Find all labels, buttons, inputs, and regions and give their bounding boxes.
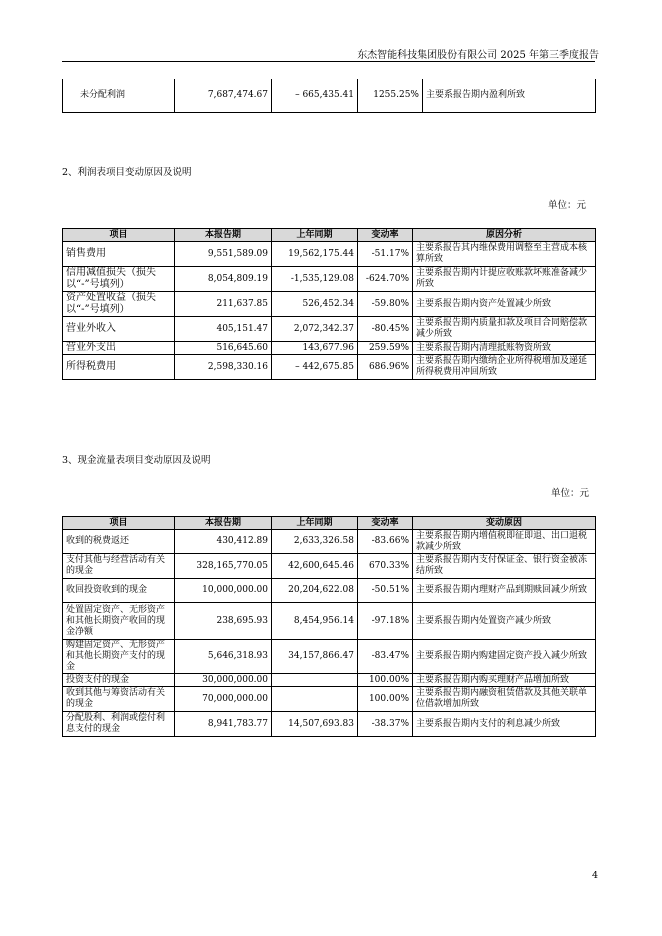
item-cell: 支付其他与经营活动有关的现金 bbox=[63, 554, 175, 579]
prior-period-cell bbox=[272, 687, 358, 712]
change-rate-cell: 259.59% bbox=[358, 342, 413, 355]
income-section-title: 2、利润表项目变动原因及说明 bbox=[62, 167, 192, 178]
item-cell: 未分配利润 bbox=[63, 79, 175, 113]
item-cell: 购建固定资产、无形资产和其他长期资产支付的现金 bbox=[63, 640, 175, 674]
prior-period-cell: 143,677.96 bbox=[272, 342, 358, 355]
cashflow-section-title: 3、现金流量表项目变动原因及说明 bbox=[62, 455, 211, 466]
col-header-change: 变动率 bbox=[358, 517, 413, 530]
table-header-row bbox=[63, 517, 596, 530]
item-cell: 资产处置收益（损失以“-”号填列） bbox=[63, 292, 175, 317]
prior-period-cell: – 665,435.41 bbox=[272, 79, 358, 113]
table-row bbox=[63, 554, 596, 579]
col-header-prior: 上年同期 bbox=[272, 517, 358, 530]
col-header-prior: 上年同期 bbox=[272, 229, 358, 242]
item-cell: 投资支付的现金 bbox=[63, 674, 175, 687]
prior-period-cell: 2,072,342.37 bbox=[272, 317, 358, 342]
col-header-current: 本报告期 bbox=[175, 229, 272, 242]
table-row bbox=[63, 530, 596, 554]
prior-period-cell: 34,157,866.47 bbox=[272, 640, 358, 674]
col-header-reason: 原因分析 bbox=[413, 229, 596, 242]
reason-cell: 主要系报告期内缴纳企业所得税增加及递延所得税费用冲回所致 bbox=[413, 355, 596, 380]
col-header-item: 项目 bbox=[63, 229, 175, 242]
change-rate-cell: 100.00% bbox=[358, 687, 413, 712]
item-cell: 收到的税费返还 bbox=[63, 530, 175, 554]
current-period-cell: 516,645.60 bbox=[175, 342, 272, 355]
prior-period-cell: 526,452.34 bbox=[272, 292, 358, 317]
current-period-cell: 238,695.93 bbox=[175, 603, 272, 640]
prior-period-cell: 20,204,622.08 bbox=[272, 579, 358, 603]
page-number: 4 bbox=[591, 870, 598, 881]
income-statement-table bbox=[62, 228, 596, 380]
table-row bbox=[63, 317, 596, 342]
item-cell: 分配股利、利润或偿付利息支付的现金 bbox=[63, 712, 175, 737]
cashflow-unit-label: 单位：元 bbox=[550, 488, 589, 499]
table-row bbox=[63, 242, 596, 267]
current-period-cell: 211,637.85 bbox=[175, 292, 272, 317]
item-cell: 处置固定资产、无形资产和其他长期资产收回的现金净额 bbox=[63, 603, 175, 640]
current-period-cell: 2,598,330.16 bbox=[175, 355, 272, 380]
reason-cell: 主要系报告期内资产处置减少所致 bbox=[413, 292, 596, 317]
table-header-row bbox=[63, 229, 596, 242]
change-rate-cell: -59.80% bbox=[358, 292, 413, 317]
reason-cell: 主要系报告期内盈利所致 bbox=[423, 79, 596, 113]
prior-period-cell: 42,600,645.46 bbox=[272, 554, 358, 579]
col-header-change: 变动率 bbox=[358, 229, 413, 242]
current-period-cell: 10,000,000.00 bbox=[175, 579, 272, 603]
table-row bbox=[63, 640, 596, 674]
current-period-cell: 7,687,474.67 bbox=[175, 79, 272, 113]
reason-cell: 主要系报告期内处置资产减少所致 bbox=[413, 603, 596, 640]
current-period-cell: 405,151.47 bbox=[175, 317, 272, 342]
change-rate-cell: 670.33% bbox=[358, 554, 413, 579]
reason-cell: 主要系报告期内计提应收账款坏账准备减少所致 bbox=[413, 267, 596, 292]
current-period-cell: 8,054,809.19 bbox=[175, 267, 272, 292]
change-rate-cell: -83.66% bbox=[358, 530, 413, 554]
change-rate-cell: -38.37% bbox=[358, 712, 413, 737]
change-rate-cell: 100.00% bbox=[358, 674, 413, 687]
change-rate-cell: -624.70% bbox=[358, 267, 413, 292]
reason-cell: 主要系报告期内支付的利息减少所致 bbox=[413, 712, 596, 737]
reason-cell: 主要系报告期内支付保证金、银行资金被冻结所致 bbox=[413, 554, 596, 579]
item-cell: 营业外支出 bbox=[63, 342, 175, 355]
col-header-current: 本报告期 bbox=[175, 517, 272, 530]
item-cell: 销售费用 bbox=[63, 242, 175, 267]
reason-cell: 主要系报告期内增值税即征即退、出口退税款减少所致 bbox=[413, 530, 596, 554]
income-unit-label: 单位：元 bbox=[547, 200, 586, 211]
change-rate-cell: -97.18% bbox=[358, 603, 413, 640]
prior-period-cell: 19,562,175.44 bbox=[272, 242, 358, 267]
prior-period-cell bbox=[272, 674, 358, 687]
current-period-cell: 9,551,589.09 bbox=[175, 242, 272, 267]
change-rate-cell: -83.47% bbox=[358, 640, 413, 674]
current-period-cell: 430,412.89 bbox=[175, 530, 272, 554]
prior-period-cell: 8,454,956.14 bbox=[272, 603, 358, 640]
current-period-cell: 30,000,000.00 bbox=[175, 674, 272, 687]
prior-period-cell: – 442,675.85 bbox=[272, 355, 358, 380]
item-cell: 所得税费用 bbox=[63, 355, 175, 380]
table-row bbox=[63, 292, 596, 317]
cashflow-statement-table bbox=[62, 516, 596, 737]
change-rate-cell: -50.51% bbox=[358, 579, 413, 603]
change-rate-cell: 686.96% bbox=[358, 355, 413, 380]
prior-period-cell: 2,633,326.58 bbox=[272, 530, 358, 554]
table-row bbox=[63, 342, 596, 355]
prior-period-cell: -1,535,129.08 bbox=[272, 267, 358, 292]
col-header-reason: 变动原因 bbox=[413, 517, 596, 530]
table-row bbox=[63, 687, 596, 712]
reason-cell: 主要系报告期内理财产品到期赎回减少所致 bbox=[413, 579, 596, 603]
reason-cell: 主要系报告其内维保费用调整至主营成本核算所致 bbox=[413, 242, 596, 267]
item-cell: 收回投资收到的现金 bbox=[63, 579, 175, 603]
item-cell: 营业外收入 bbox=[63, 317, 175, 342]
balance-sheet-continuation-table bbox=[62, 79, 596, 113]
current-period-cell: 5,646,318.93 bbox=[175, 640, 272, 674]
table-row bbox=[63, 603, 596, 640]
table-row bbox=[63, 79, 596, 113]
table-row bbox=[63, 267, 596, 292]
reason-cell: 主要系报告期内融资租赁借款及其他关联单位借款增加所致 bbox=[413, 687, 596, 712]
reason-cell: 主要系报告期内购买理财产品增加所致 bbox=[413, 674, 596, 687]
change-rate-cell: -80.45% bbox=[358, 317, 413, 342]
table-row bbox=[63, 712, 596, 737]
change-rate-cell: 1255.25% bbox=[358, 79, 423, 113]
table-row bbox=[63, 579, 596, 603]
change-rate-cell: -51.17% bbox=[358, 242, 413, 267]
current-period-cell: 8,941,783.77 bbox=[175, 712, 272, 737]
report-header-title: 东杰智能科技集团股份有限公司 2025 年第三季度报告 bbox=[357, 50, 599, 61]
item-cell: 信用减值损失（损失以“-”号填列） bbox=[63, 267, 175, 292]
reason-cell: 主要系报告期内质量扣款及项目合同赔偿款减少所致 bbox=[413, 317, 596, 342]
item-cell: 收到其他与筹资活动有关的现金 bbox=[63, 687, 175, 712]
reason-cell: 主要系报告期内清理抵账物资所致 bbox=[413, 342, 596, 355]
reason-cell: 主要系报告期内购建固定资产投入减少所致 bbox=[413, 640, 596, 674]
current-period-cell: 328,165,770.05 bbox=[175, 554, 272, 579]
table-row bbox=[63, 355, 596, 380]
table-row bbox=[63, 674, 596, 687]
prior-period-cell: 14,507,693.83 bbox=[272, 712, 358, 737]
header-divider bbox=[62, 61, 595, 62]
current-period-cell: 70,000,000.00 bbox=[175, 687, 272, 712]
col-header-item: 项目 bbox=[63, 517, 175, 530]
